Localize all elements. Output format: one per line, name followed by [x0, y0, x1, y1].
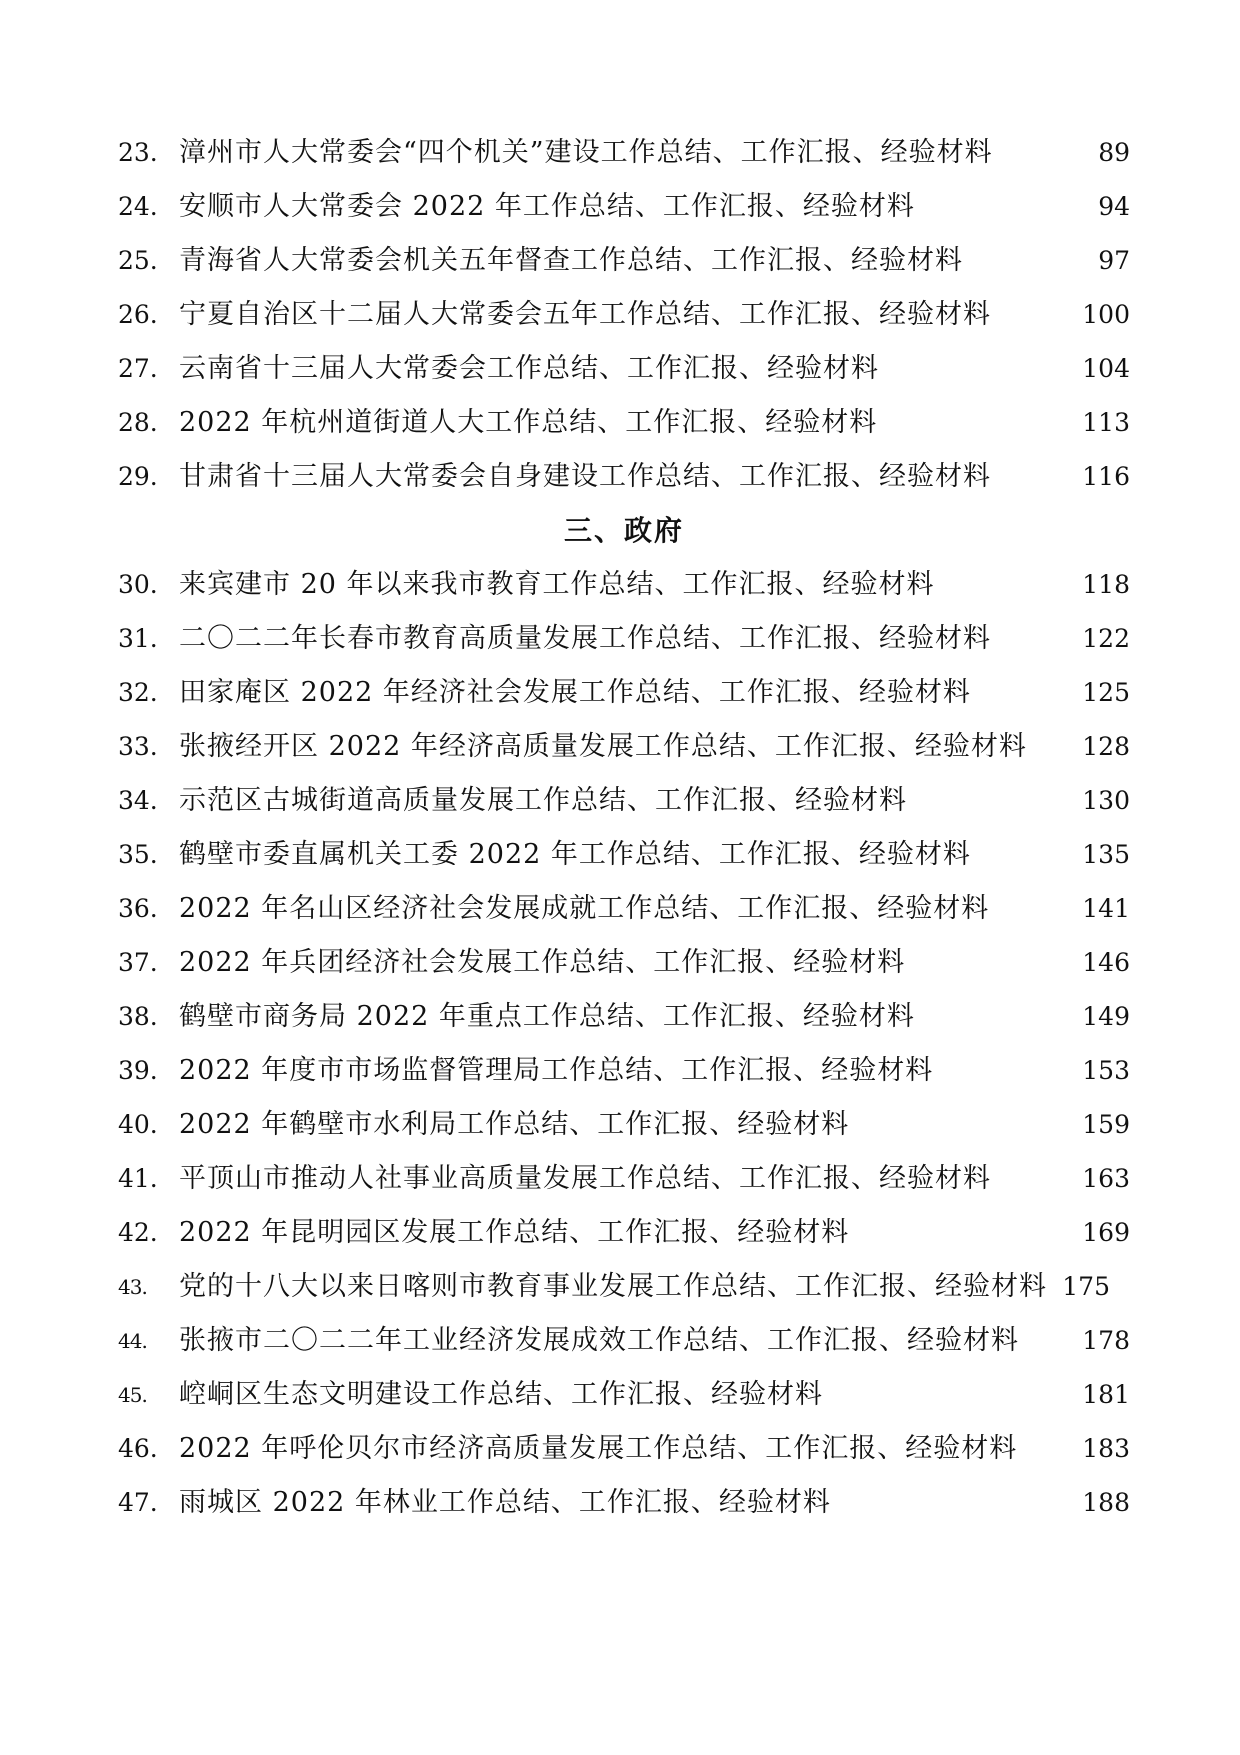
entry-number: 45. [118, 1383, 147, 1407]
toc-entry-45[interactable] [118, 1368, 1130, 1422]
toc-entry-25[interactable] [118, 234, 1130, 288]
entry-page-number: 163 [1082, 1164, 1130, 1193]
entry-page-number: 104 [1082, 354, 1130, 383]
entry-page-number: 94 [1098, 192, 1130, 221]
entry-title: 2022 年杭州道街道人大工作总结、工作汇报、经验材料 [179, 407, 878, 438]
section-heading: 三、政府 [563, 514, 684, 547]
toc-entry-27[interactable] [118, 342, 1130, 396]
entry-page-number: 181 [1082, 1380, 1130, 1409]
entry-number: 24. [118, 192, 158, 221]
entry-page-number: 175 [1062, 1272, 1110, 1301]
entry-number: 41. [118, 1164, 158, 1193]
entry-number: 33. [118, 732, 158, 761]
entry-page-number: 146 [1082, 948, 1130, 977]
entry-title: 云南省十三届人大常委会工作总结、工作汇报、经验材料 [179, 353, 879, 384]
entry-number: 28. [118, 408, 158, 437]
entry-title: 党的十八大以来日喀则市教育事业发展工作总结、工作汇报、经验材料 [179, 1271, 1047, 1302]
entry-title: 示范区古城街道高质量发展工作总结、工作汇报、经验材料 [179, 785, 907, 816]
toc-entry-33[interactable] [118, 720, 1130, 774]
entry-number: 39. [118, 1056, 158, 1085]
toc-entry-40[interactable] [118, 1098, 1130, 1152]
toc-entry-28[interactable] [118, 396, 1130, 450]
entry-title: 2022 年名山区经济社会发展成就工作总结、工作汇报、经验材料 [179, 893, 990, 924]
entry-number: 31. [118, 624, 158, 653]
entry-title: 来宾建市 20 年以来我市教育工作总结、工作汇报、经验材料 [179, 569, 935, 600]
entry-number: 23. [118, 138, 158, 167]
entry-title: 雨城区 2022 年林业工作总结、工作汇报、经验材料 [179, 1487, 831, 1518]
toc-entry-24[interactable] [118, 180, 1130, 234]
entry-page-number: 178 [1082, 1326, 1130, 1355]
entry-number: 25. [118, 246, 158, 275]
entry-title: 田家庵区 2022 年经济社会发展工作总结、工作汇报、经验材料 [179, 677, 971, 708]
entry-page-number: 100 [1082, 300, 1130, 329]
entry-title: 宁夏自治区十二届人大常委会五年工作总结、工作汇报、经验材料 [179, 299, 991, 330]
toc-entry-36[interactable] [118, 882, 1130, 936]
entry-number: 47. [118, 1488, 158, 1517]
entry-title: 鹤壁市委直属机关工委 2022 年工作总结、工作汇报、经验材料 [179, 839, 971, 870]
entry-title: 甘肃省十三届人大常委会自身建设工作总结、工作汇报、经验材料 [179, 461, 991, 492]
entry-title: 青海省人大常委会机关五年督查工作总结、工作汇报、经验材料 [179, 245, 963, 276]
table-of-contents [118, 126, 1130, 1530]
toc-entry-39[interactable] [118, 1044, 1130, 1098]
entry-title: 二〇二二年长春市教育高质量发展工作总结、工作汇报、经验材料 [179, 623, 991, 654]
entry-page-number: 118 [1082, 570, 1130, 599]
toc-entry-35[interactable] [118, 828, 1130, 882]
toc-entry-31[interactable] [118, 612, 1130, 666]
entry-page-number: 169 [1082, 1218, 1130, 1247]
entry-number: 35. [118, 840, 158, 869]
entry-number: 37. [118, 948, 158, 977]
entry-page-number: 128 [1082, 732, 1130, 761]
toc-entry-47[interactable] [118, 1476, 1130, 1530]
entry-page-number: 130 [1082, 786, 1130, 815]
entry-title: 2022 年昆明园区发展工作总结、工作汇报、经验材料 [179, 1217, 850, 1248]
entry-title: 崆峒区生态文明建设工作总结、工作汇报、经验材料 [179, 1379, 823, 1410]
entry-title: 2022 年兵团经济社会发展工作总结、工作汇报、经验材料 [179, 947, 906, 978]
entry-page-number: 183 [1082, 1434, 1130, 1463]
entry-page-number: 97 [1098, 246, 1130, 275]
entry-title: 2022 年呼伦贝尔市经济高质量发展工作总结、工作汇报、经验材料 [179, 1433, 1018, 1464]
entry-title: 鹤壁市商务局 2022 年重点工作总结、工作汇报、经验材料 [179, 1001, 915, 1032]
toc-entry-41[interactable] [118, 1152, 1130, 1206]
toc-entry-43[interactable] [118, 1260, 1130, 1314]
entry-number: 44. [118, 1329, 147, 1353]
toc-entry-30[interactable] [118, 558, 1130, 612]
toc-entry-37[interactable] [118, 936, 1130, 990]
entry-page-number: 188 [1082, 1488, 1130, 1517]
toc-entry-32[interactable] [118, 666, 1130, 720]
entry-number: 36. [118, 894, 158, 923]
entry-page-number: 89 [1098, 138, 1130, 167]
entry-number: 43. [118, 1275, 147, 1299]
toc-entry-23[interactable] [118, 126, 1130, 180]
entry-number: 32. [118, 678, 158, 707]
entry-number: 26. [118, 300, 158, 329]
toc-entry-42[interactable] [118, 1206, 1130, 1260]
entry-number: 34. [118, 786, 158, 815]
toc-entry-46[interactable] [118, 1422, 1130, 1476]
entry-title: 安顺市人大常委会 2022 年工作总结、工作汇报、经验材料 [179, 191, 915, 222]
entry-title: 张掖市二〇二二年工业经济发展成效工作总结、工作汇报、经验材料 [179, 1325, 1019, 1356]
entry-number: 38. [118, 1002, 158, 1031]
entry-number: 40. [118, 1110, 158, 1139]
entry-title: 2022 年鹤壁市水利局工作总结、工作汇报、经验材料 [179, 1109, 850, 1140]
entry-page-number: 122 [1082, 624, 1130, 653]
entry-title: 漳州市人大常委会“四个机关”建设工作总结、工作汇报、经验材料 [179, 137, 993, 168]
entry-page-number: 135 [1082, 840, 1130, 869]
entry-number: 29. [118, 462, 158, 491]
entry-title: 平顶山市推动人社事业高质量发展工作总结、工作汇报、经验材料 [179, 1163, 991, 1194]
entry-title: 2022 年度市市场监督管理局工作总结、工作汇报、经验材料 [179, 1055, 934, 1086]
entry-number: 27. [118, 354, 158, 383]
entry-page-number: 153 [1082, 1056, 1130, 1085]
toc-entry-38[interactable] [118, 990, 1130, 1044]
entry-page-number: 125 [1082, 678, 1130, 707]
toc-entry-29[interactable] [118, 450, 1130, 504]
entry-page-number: 149 [1082, 1002, 1130, 1031]
entry-page-number: 116 [1082, 462, 1130, 491]
entry-page-number: 159 [1082, 1110, 1130, 1139]
entry-number: 30. [118, 570, 158, 599]
entry-number: 42. [118, 1218, 158, 1247]
toc-entry-44[interactable] [118, 1314, 1130, 1368]
toc-entry-26[interactable] [118, 288, 1130, 342]
entry-page-number: 141 [1082, 894, 1130, 923]
entry-title: 张掖经开区 2022 年经济高质量发展工作总结、工作汇报、经验材料 [179, 731, 1027, 762]
entry-number: 46. [118, 1434, 158, 1463]
entry-page-number: 113 [1082, 408, 1130, 437]
toc-entry-34[interactable] [118, 774, 1130, 828]
